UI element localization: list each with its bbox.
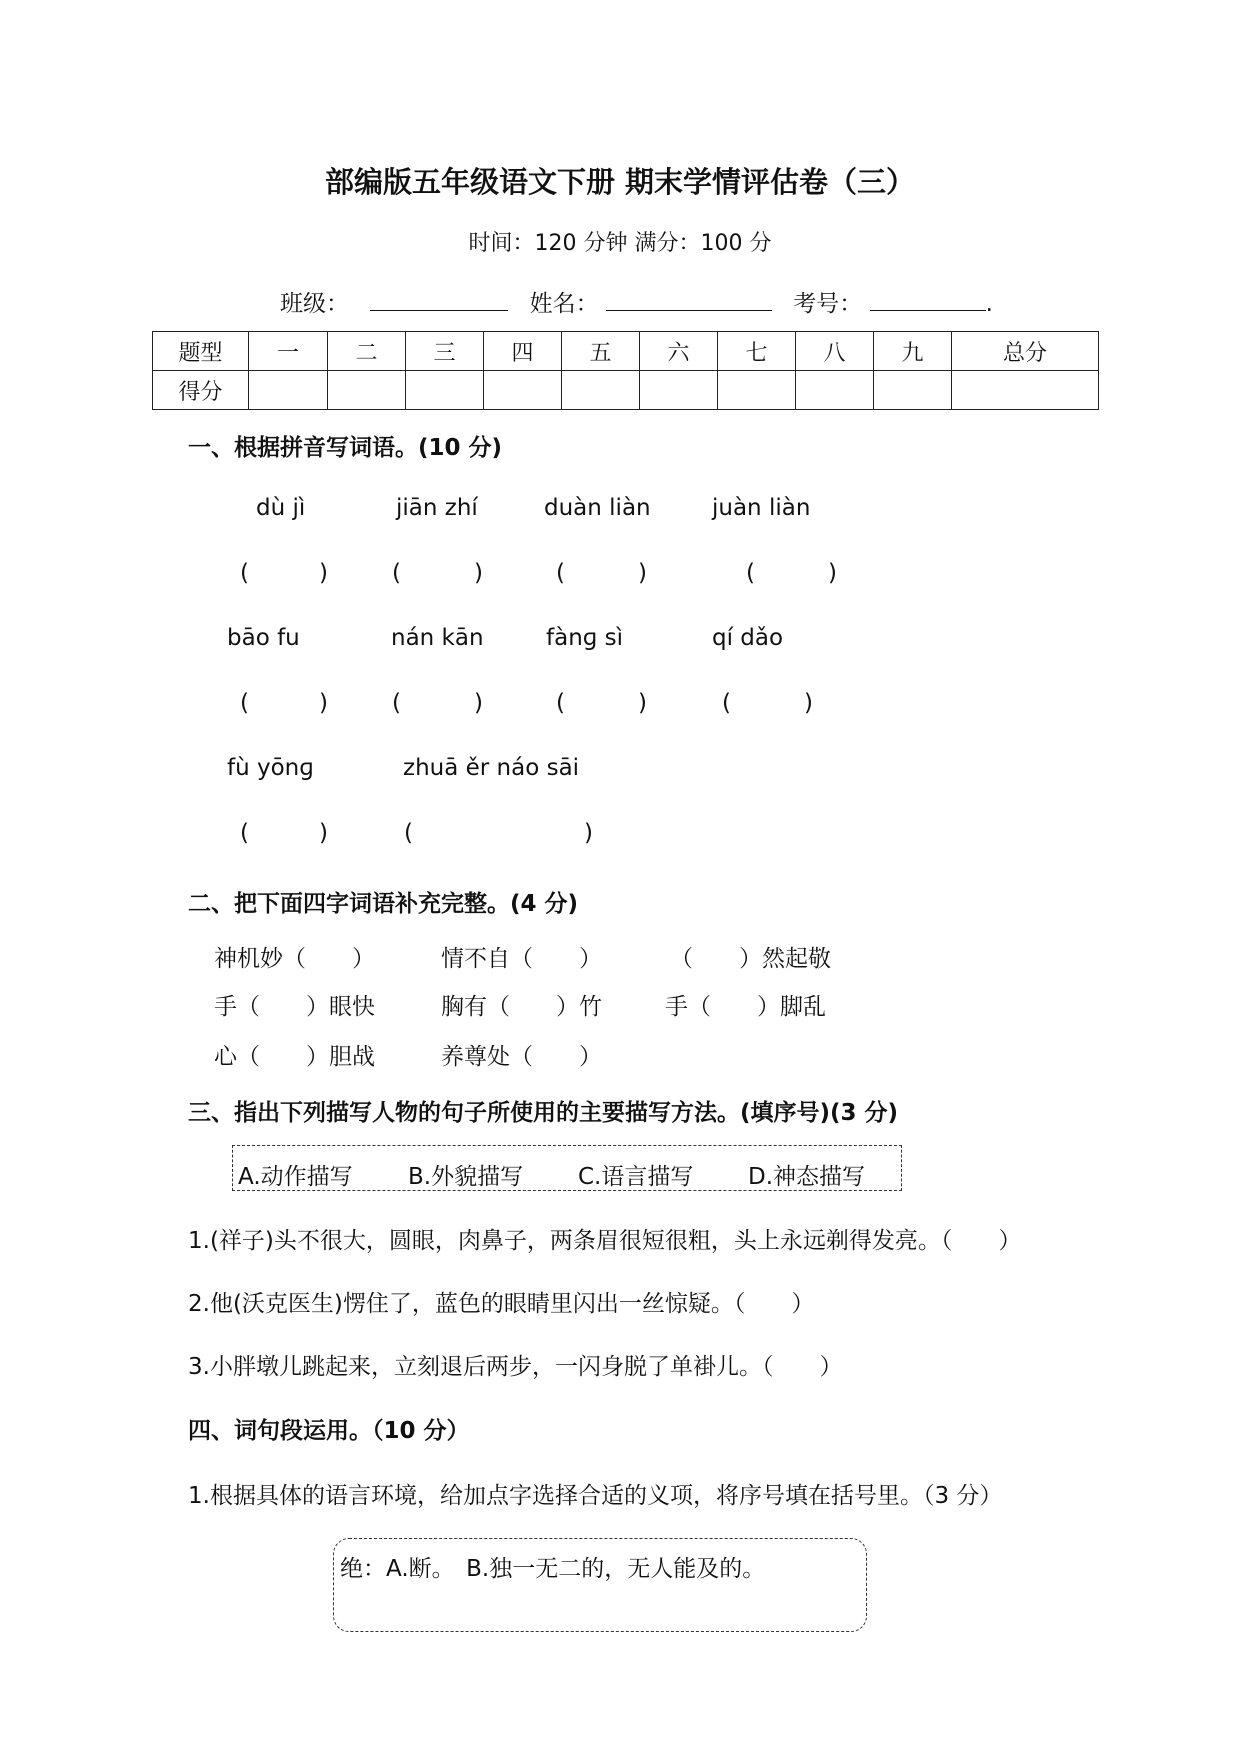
idiom-item: 手（ ）脚乱 bbox=[665, 994, 826, 1020]
paren-open: ( bbox=[240, 820, 249, 846]
pinyin-item: dù jì bbox=[256, 495, 306, 521]
pinyin-item: bāo fu bbox=[227, 625, 300, 651]
end-mark: . bbox=[985, 291, 993, 317]
idiom-item: 手（ ）眼快 bbox=[214, 994, 375, 1020]
header-cell: 题型 bbox=[153, 332, 249, 371]
section4-heading: 四、词句段运用。（10 分） bbox=[188, 1418, 470, 1444]
paren-close: ) bbox=[319, 690, 328, 716]
option-b: B.外貌描写 bbox=[408, 1164, 524, 1190]
idiom-item: （ ）然起敬 bbox=[670, 946, 831, 972]
paren-close: ) bbox=[474, 690, 483, 716]
paren-close: ) bbox=[319, 820, 328, 846]
paren-close: ) bbox=[584, 820, 593, 846]
header-cell: 二 bbox=[328, 332, 406, 371]
header-cell: 五 bbox=[562, 332, 640, 371]
idiom-item: 心（ ）胆战 bbox=[214, 1044, 375, 1070]
paren-close: ) bbox=[638, 560, 647, 586]
score-cell[interactable] bbox=[718, 371, 796, 410]
header-cell: 八 bbox=[796, 332, 874, 371]
idiom-item: 神机妙（ ） bbox=[214, 946, 375, 972]
paren-close: ) bbox=[828, 560, 837, 586]
paren-close: ) bbox=[474, 560, 483, 586]
header-cell: 三 bbox=[406, 332, 484, 371]
score-cell[interactable] bbox=[796, 371, 874, 410]
exam-no-label: 考号： bbox=[793, 291, 863, 317]
pinyin-item: qí dǎo bbox=[712, 625, 784, 651]
exam-no-field[interactable] bbox=[870, 290, 986, 311]
score-table-header-row bbox=[153, 332, 1099, 371]
exam-time-info: 时间：120 分钟 满分：100 分 bbox=[468, 231, 772, 256]
name-field[interactable] bbox=[606, 290, 772, 311]
header-cell: 九 bbox=[874, 332, 952, 371]
paren-open: ( bbox=[240, 690, 249, 716]
idiom-item: 养尊处（ ） bbox=[441, 1044, 602, 1070]
option-d: D.神态描写 bbox=[748, 1164, 866, 1190]
page-title: 部编版五年级语文下册 期末学情评估卷（三） bbox=[324, 165, 916, 199]
score-cell[interactable] bbox=[640, 371, 718, 410]
paren-open: ( bbox=[392, 690, 401, 716]
paren-open: ( bbox=[556, 690, 565, 716]
score-cell[interactable] bbox=[484, 371, 562, 410]
score-cell[interactable] bbox=[328, 371, 406, 410]
section2-heading: 二、把下面四字词语补充完整。(4 分) bbox=[188, 891, 579, 917]
score-cell[interactable] bbox=[562, 371, 640, 410]
score-cell[interactable] bbox=[952, 371, 1099, 410]
paren-open: ( bbox=[746, 560, 755, 586]
paren-open: ( bbox=[556, 560, 565, 586]
paren-open: ( bbox=[240, 560, 249, 586]
header-cell: 一 bbox=[249, 332, 328, 371]
option-c: C.语言描写 bbox=[578, 1164, 694, 1190]
score-cell[interactable] bbox=[874, 371, 952, 410]
paren-open: ( bbox=[392, 560, 401, 586]
pinyin-item: juàn liàn bbox=[712, 495, 811, 521]
option-a: A.动作描写 bbox=[238, 1164, 353, 1190]
class-field[interactable] bbox=[370, 290, 508, 311]
section1-heading: 一、根据拼音写词语。(10 分) bbox=[188, 435, 503, 461]
paren-open: ( bbox=[722, 690, 731, 716]
header-cell: 四 bbox=[484, 332, 562, 371]
idiom-item: 胸有（ ）竹 bbox=[441, 994, 602, 1020]
pinyin-item: duàn liàn bbox=[544, 495, 651, 521]
question-3-2: 2.他(沃克医生)愣住了，蓝色的眼睛里闪出一丝惊疑。（ ） bbox=[188, 1291, 815, 1317]
pinyin-item: fànɡ sì bbox=[546, 625, 624, 651]
score-table-score-row bbox=[153, 371, 1099, 410]
score-row-label: 得分 bbox=[153, 371, 249, 410]
paren-close: ) bbox=[804, 690, 813, 716]
header-cell: 总分 bbox=[952, 332, 1099, 371]
question-4-1: 1.根据具体的语言环境，给加点字选择合适的义项，将序号填在括号里。（3 分） bbox=[188, 1483, 1003, 1509]
student-info-line bbox=[280, 285, 993, 318]
definition-text: 绝：A.断。 B.独一无二的，无人能及的。 bbox=[340, 1556, 766, 1582]
score-cell[interactable] bbox=[406, 371, 484, 410]
pinyin-item: nán kān bbox=[391, 625, 484, 651]
pinyin-item: zhuā ěr náo sāi bbox=[403, 755, 580, 781]
score-cell[interactable] bbox=[249, 371, 328, 410]
header-cell: 七 bbox=[718, 332, 796, 371]
question-3-3: 3.小胖墩儿跳起来，立刻退后两步，一闪身脱了单褂儿。（ ） bbox=[188, 1354, 843, 1380]
pinyin-item: fù yōnɡ bbox=[227, 755, 314, 781]
name-label: 姓名： bbox=[529, 291, 599, 317]
pinyin-item: jiān zhí bbox=[396, 495, 478, 521]
score-table bbox=[152, 331, 1099, 410]
header-cell: 六 bbox=[640, 332, 718, 371]
question-3-1: 1.(祥子)头不很大，圆眼，肉鼻子，两条眉很短很粗，头上永远剃得发亮。（ ） bbox=[188, 1228, 1022, 1254]
paren-close: ) bbox=[319, 560, 328, 586]
section3-heading: 三、指出下列描写人物的句子所使用的主要描写方法。(填序号)(3 分) bbox=[188, 1100, 899, 1126]
paren-close: ) bbox=[638, 690, 647, 716]
paren-open: ( bbox=[404, 820, 413, 846]
class-label: 班级： bbox=[280, 291, 349, 317]
idiom-item: 情不自（ ） bbox=[441, 946, 602, 972]
